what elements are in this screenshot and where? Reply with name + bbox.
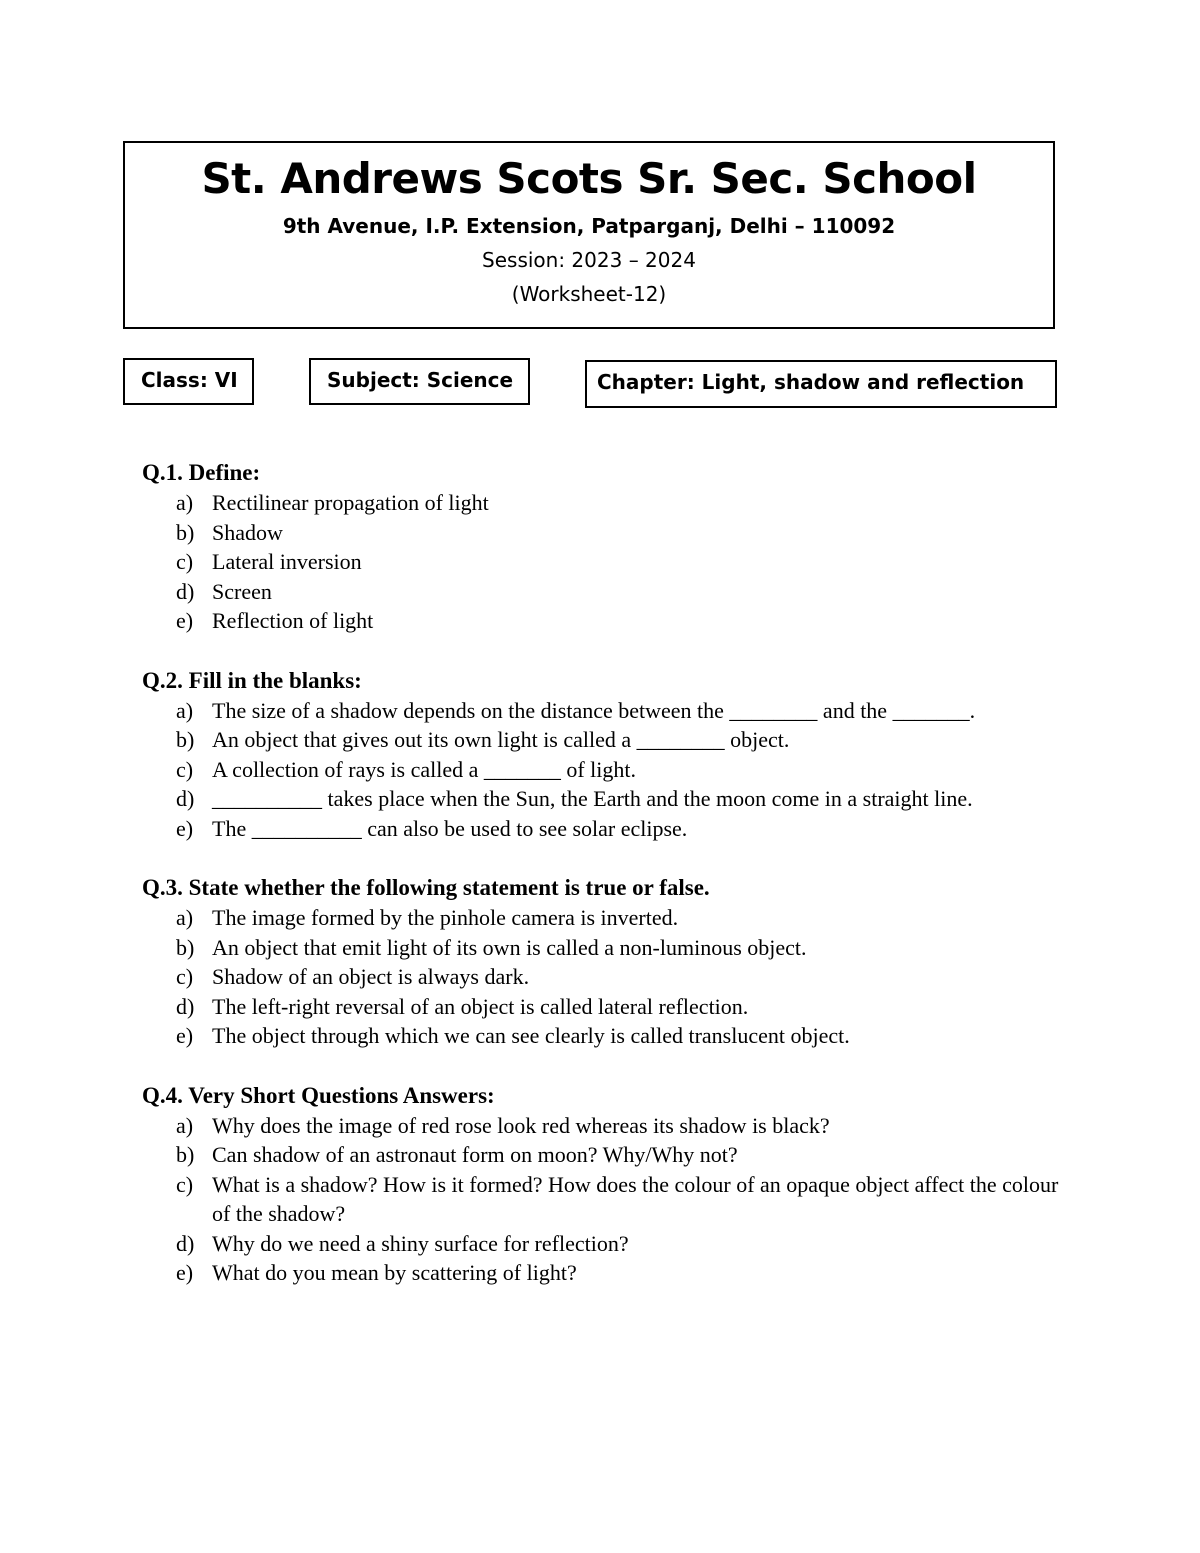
item-text: Can shadow of an astronaut form on moon? Why/Why not? [212, 1142, 738, 1167]
item-marker: b) [176, 934, 195, 960]
list-item [142, 1140, 1062, 1170]
school-header [123, 141, 1055, 329]
list-item [142, 725, 1062, 755]
item-text: Why do we need a shiny surface for reflection? [212, 1230, 629, 1256]
item-marker: e) [176, 815, 194, 841]
item-marker: b) [176, 519, 195, 545]
item-marker: a) [176, 905, 194, 930]
question-1 [142, 458, 1062, 636]
list-item [142, 784, 1062, 814]
question-title: Q.3. State whether the following statement is true or false. [142, 875, 710, 900]
item-text: A collection of rays is called a _______ of light. [212, 756, 637, 782]
item-text: Reflection of light [212, 608, 374, 633]
list-item [142, 1258, 1062, 1288]
list-item [142, 962, 1062, 992]
question-3 [142, 873, 1062, 1051]
item-text: The size of a shadow depends on the distance between the ________ and the _______. [212, 697, 976, 723]
school-name: St. Andrews Scots Sr. Sec. School [201, 154, 977, 203]
item-text: An object that gives out its own light is called a ________ object. [212, 727, 790, 752]
list-item [142, 755, 1062, 785]
worksheet-questions [142, 458, 1062, 1318]
item-marker: d) [176, 578, 195, 604]
chapter-tag: Chapter: Light, shadow and reflection [585, 360, 1057, 408]
item-marker: b) [176, 727, 195, 752]
item-marker: a) [176, 1112, 194, 1138]
item-marker: c) [176, 1171, 194, 1197]
item-marker: d) [176, 786, 195, 811]
list-item [142, 933, 1062, 963]
item-text: The object through which we can see clearly is called translucent object. [212, 1023, 850, 1048]
item-text: The __________ can also be used to see solar eclipse. [212, 815, 688, 841]
list-item [142, 992, 1062, 1022]
list-item [142, 518, 1062, 548]
item-text: What is a shadow? How is it formed? How does the colour of an opaque object affect the colour of the shadow? [212, 1171, 1059, 1226]
item-marker: c) [176, 549, 194, 574]
item-marker: e) [176, 1260, 194, 1285]
question-title: Q.4. Very Short Questions Answers: [142, 1082, 495, 1108]
list-item [142, 1021, 1062, 1051]
item-marker: e) [176, 608, 194, 633]
question-title: Q.1. Define: [142, 460, 261, 485]
item-marker: d) [176, 1230, 195, 1256]
item-marker: d) [176, 993, 195, 1019]
list-item [142, 696, 1062, 726]
list-item [142, 606, 1062, 636]
list-item [142, 547, 1062, 577]
item-text: Lateral inversion [212, 549, 362, 574]
item-text: An object that emit light of its own is called a non-luminous object. [212, 934, 807, 960]
school-address: 9th Avenue, I.P. Extension, Patparganj, Delhi – 110092 [282, 214, 896, 238]
item-marker: c) [176, 964, 194, 989]
item-text: Rectilinear propagation of light [212, 490, 489, 515]
item-text: Why does the image of red rose look red whereas its shadow is black? [212, 1112, 830, 1138]
list-item [142, 1111, 1062, 1141]
item-text: The image formed by the pinhole camera is inverted. [212, 905, 679, 930]
item-marker: a) [176, 490, 194, 515]
item-marker: e) [176, 1023, 194, 1048]
list-item [142, 814, 1062, 844]
list-item [142, 577, 1062, 607]
item-marker: c) [176, 756, 194, 782]
item-marker: a) [176, 697, 194, 723]
item-text: __________ takes place when the Sun, the Earth and the moon come in a straight line. [212, 786, 973, 811]
question-2 [142, 666, 1062, 844]
item-text: Screen [212, 578, 272, 604]
question-4 [142, 1081, 1062, 1288]
item-text: The left-right reversal of an object is called lateral reflection. [212, 993, 749, 1019]
class-tag: Class: VI [123, 358, 254, 405]
list-item [142, 1229, 1062, 1259]
question-title: Q.2. Fill in the blanks: [142, 667, 362, 693]
item-text: What do you mean by scattering of light? [212, 1260, 577, 1285]
item-marker: b) [176, 1142, 195, 1167]
list-item [142, 1170, 1062, 1229]
worksheet-number: (Worksheet-12) [511, 282, 667, 306]
list-item [142, 903, 1062, 933]
list-item [142, 488, 1062, 518]
subject-tag: Subject: Science [309, 358, 530, 405]
item-text: Shadow [212, 519, 283, 545]
session: Session: 2023 – 2024 [482, 248, 696, 272]
item-text: Shadow of an object is always dark. [212, 964, 530, 989]
